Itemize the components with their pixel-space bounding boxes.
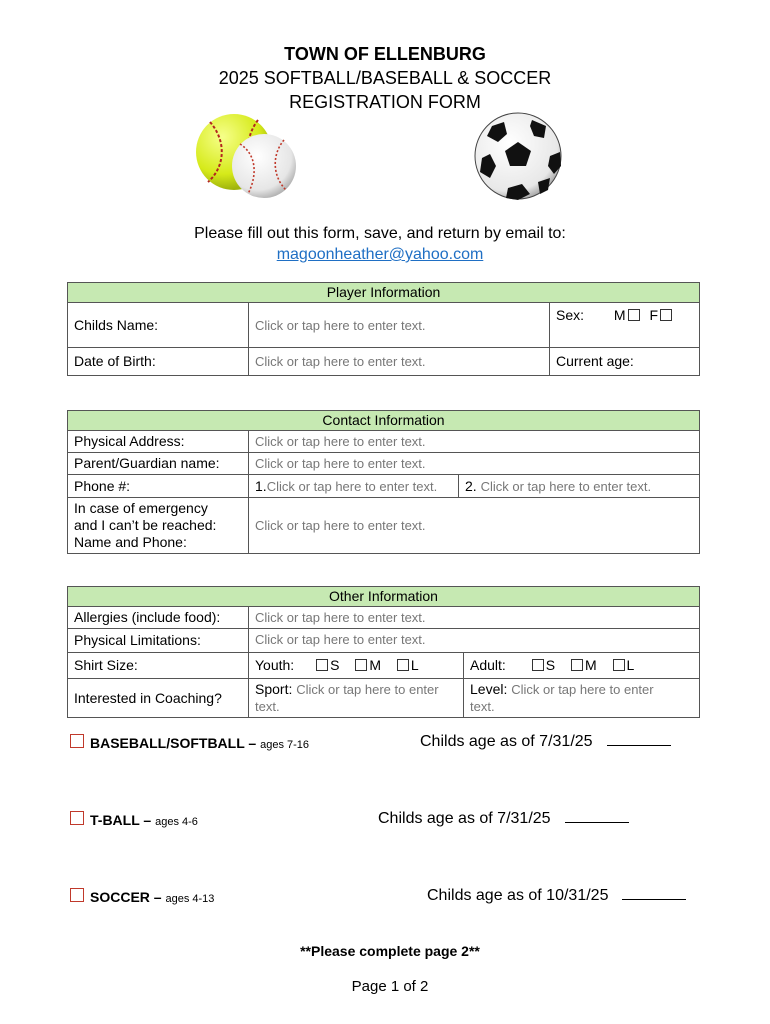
email-link[interactable]: magoonheather@yahoo.com <box>276 246 484 263</box>
level-input[interactable]: Click or tap here to enter text. <box>470 682 654 714</box>
age-blank-line[interactable] <box>565 821 629 823</box>
intro-text: Please fill out this form, save, and return by email to: <box>194 225 566 242</box>
contact-info-header: Contact Information <box>68 411 700 431</box>
title-form: REGISTRATION FORM <box>289 92 481 112</box>
guardian-input[interactable]: Click or tap here to enter text. <box>255 456 426 471</box>
tball-checkbox[interactable] <box>70 811 84 825</box>
contact-info-table <box>67 410 700 554</box>
other-info-header: Other Information <box>68 587 700 607</box>
adult-m-checkbox[interactable] <box>571 659 583 671</box>
program-soccer <box>70 888 214 905</box>
adult-s-checkbox[interactable] <box>532 659 544 671</box>
program-name: SOCCER – <box>90 889 162 905</box>
soccer-ball-image <box>474 112 562 200</box>
dob-label: Date of Birth: <box>68 348 249 376</box>
emergency-label-line3: Name and Phone: <box>74 534 187 550</box>
program-name: BASEBALL/SOFTBALL – <box>90 735 257 751</box>
complete-page2-note: **Please complete page 2** <box>300 943 480 959</box>
age-as-of-label: Childs age as of 10/31/25 <box>427 887 609 904</box>
allergies-input[interactable]: Click or tap here to enter text. <box>255 610 426 625</box>
phone2-input[interactable]: Click or tap here to enter text. <box>480 478 652 494</box>
address-input[interactable]: Click or tap here to enter text. <box>255 434 426 449</box>
coaching-label: Interested in Coaching? <box>68 679 249 718</box>
childs-name-input[interactable]: Click or tap here to enter text. <box>255 317 426 333</box>
baseball-softball-checkbox[interactable] <box>70 734 84 748</box>
youth-m-checkbox[interactable] <box>355 659 367 671</box>
sport-label: Sport: <box>255 681 293 697</box>
youth-label: Youth: <box>255 657 295 673</box>
page-number: Page 1 of 2 <box>351 978 429 995</box>
program-tball <box>70 811 198 828</box>
title-program: 2025 SOFTBALL/BASEBALL & SOCCER <box>218 68 552 88</box>
title-town: TOWN OF ELLENBURG <box>284 44 486 64</box>
limitations-input[interactable]: Click or tap here to enter text. <box>255 632 426 647</box>
youth-s-checkbox[interactable] <box>316 659 328 671</box>
player-info-table <box>67 282 700 376</box>
baseball-age-field <box>420 733 671 751</box>
soccer-checkbox[interactable] <box>70 888 84 902</box>
level-label: Level: <box>470 681 508 697</box>
adult-s-label: S <box>545 657 556 673</box>
sex-f-checkbox[interactable] <box>660 309 672 321</box>
sex-label: Sex: <box>556 307 585 323</box>
emergency-input[interactable]: Click or tap here to enter text. <box>255 518 426 533</box>
shirt-size-label: Shirt Size: <box>68 653 249 679</box>
youth-s-label: S <box>330 657 340 673</box>
sport-input[interactable]: Click or tap here to enter text. <box>255 682 439 714</box>
softball-baseball-image <box>196 110 300 202</box>
youth-m-label: M <box>369 657 381 673</box>
emergency-label-line1: In case of emergency <box>74 500 208 516</box>
current-age-label: Current age: <box>550 348 700 376</box>
adult-m-label: M <box>584 657 597 673</box>
adult-l-checkbox[interactable] <box>613 659 625 671</box>
tball-age-field <box>378 810 629 828</box>
youth-l-label: L <box>410 657 419 673</box>
player-info-header: Player Information <box>68 283 700 303</box>
phone1-input[interactable]: Click or tap here to enter text. <box>266 478 438 494</box>
dob-input[interactable]: Click or tap here to enter text. <box>255 354 426 369</box>
program-ages: ages 4-6 <box>155 816 198 828</box>
sex-m-label: M <box>613 307 626 323</box>
childs-name-label: Childs Name: <box>68 303 249 348</box>
other-info-table <box>67 586 700 718</box>
adult-label: Adult: <box>470 657 506 673</box>
sex-m-checkbox[interactable] <box>628 309 640 321</box>
program-ages: ages 4-13 <box>165 893 215 905</box>
age-blank-line[interactable] <box>622 898 686 900</box>
age-as-of-label: Childs age as of 7/31/25 <box>378 810 551 827</box>
program-ages: ages 7-16 <box>260 739 310 751</box>
adult-l-label: L <box>626 657 635 673</box>
phone1-prefix: 1. <box>255 477 267 494</box>
youth-l-checkbox[interactable] <box>397 659 409 671</box>
phone2-prefix: 2. <box>465 477 477 494</box>
program-baseball-softball <box>70 734 309 751</box>
program-name: T-BALL – <box>90 812 152 828</box>
guardian-label: Parent/Guardian name: <box>68 453 249 475</box>
sex-f-label: F <box>649 307 659 323</box>
soccer-age-field <box>427 887 686 905</box>
emergency-label-line2: and I can’t be reached: <box>74 517 217 533</box>
phone-label: Phone #: <box>68 475 249 498</box>
address-label: Physical Address: <box>68 431 249 453</box>
allergies-label: Allergies (include food): <box>68 607 249 629</box>
age-as-of-label: Childs age as of 7/31/25 <box>420 733 593 750</box>
age-blank-line[interactable] <box>607 744 671 746</box>
limitations-label: Physical Limitations: <box>68 629 249 653</box>
